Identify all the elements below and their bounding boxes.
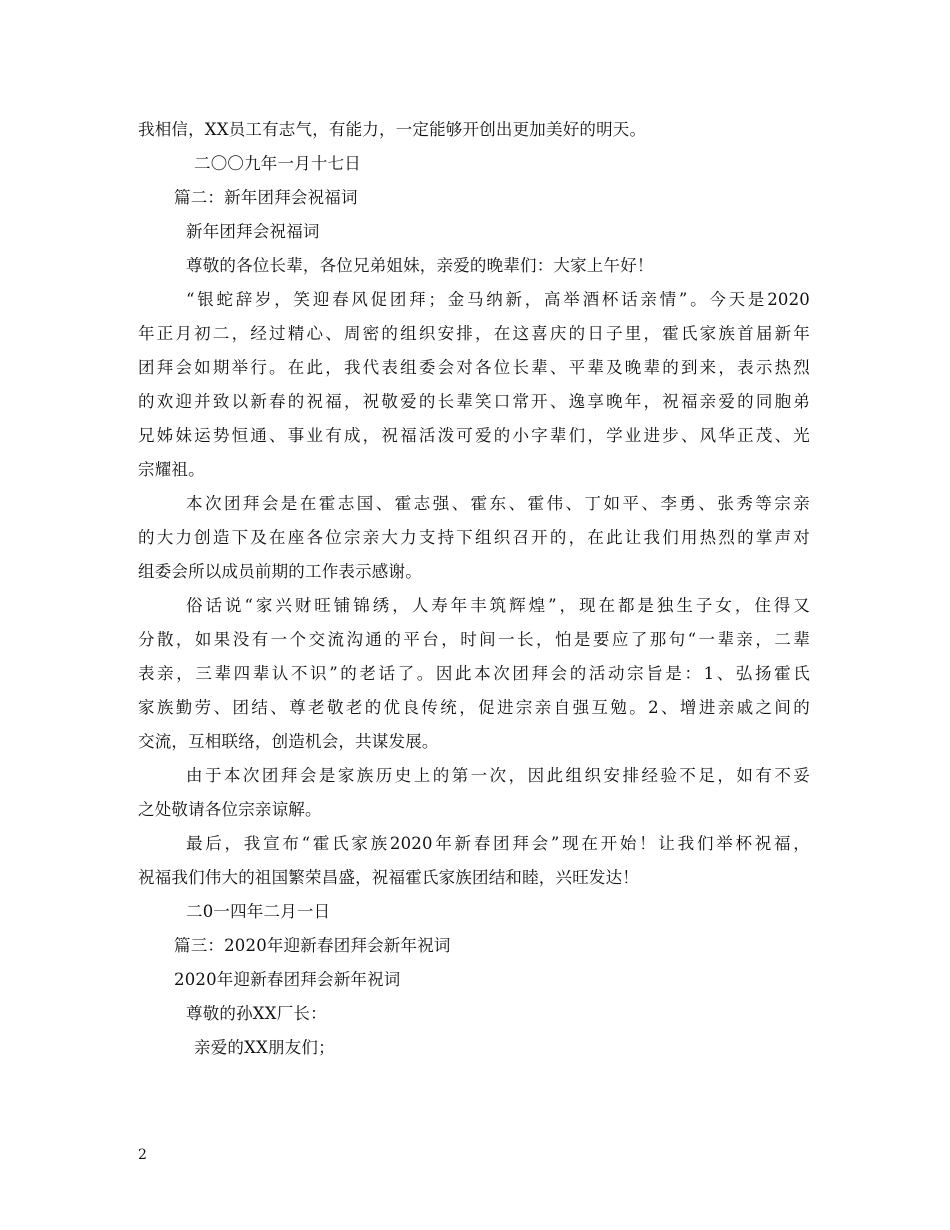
paragraph-line: “银蛇辞岁，笑迎春风促团拜；金马纳新，高举酒杯话亲情”。今天是2020 <box>186 290 810 309</box>
paragraph-line: 表亲，三辈四辈认不识”的老话了。因此本次团拜会的活动宗旨是：1、弘扬霍氏 <box>138 664 810 683</box>
paragraph-line: 团拜会如期举行。在此，我代表组委会对各位长辈、平辈及晚辈的到来，表示热烈 <box>138 358 810 377</box>
date-line: 二0一四年二月一日 <box>186 902 331 921</box>
text-line: 我相信，XX员工有志气，有能力，一定能够开创出更加美好的明天。 <box>138 120 647 139</box>
salutation-line: 尊敬的孙XX厂长： <box>186 1004 327 1023</box>
paragraph-line: 之处敬请各位宗亲谅解。 <box>138 800 322 819</box>
paragraph-line: 年正月初二，经过精心、周密的组织安排，在这喜庆的日子里，霍氏家族首届新年 <box>138 324 810 343</box>
paragraph-line: 家族勤劳、团结、尊老敬老的优良传统，促进宗亲自强互勉。2、增进亲戚之间的 <box>138 698 810 717</box>
section-title: 2020年迎新春团拜会新年祝词 <box>174 970 401 989</box>
paragraph-line: 宗耀祖。 <box>138 460 205 479</box>
date-line: 二〇〇九年一月十七日 <box>194 154 361 173</box>
paragraph-line: 分散，如果没有一个交流沟通的平台，时间一长，怕是要应了那句“一辈亲，二辈 <box>138 630 810 649</box>
section-heading: 篇三：2020年迎新春团拜会新年祝词 <box>174 936 451 955</box>
paragraph-line: 祝福我们伟大的祖国繁荣昌盛，祝福霍氏家族团结和睦，兴旺发达！ <box>138 868 639 887</box>
section-title: 新年团拜会祝福词 <box>186 222 320 241</box>
greeting-line: 尊敬的各位长辈，各位兄弟姐妹，亲爱的晚辈们：大家上午好！ <box>186 256 654 275</box>
paragraph-line: 交流，互相联络，创造机会，共谋发展。 <box>138 732 439 751</box>
section-heading: 篇二：新年团拜会祝福词 <box>174 188 358 207</box>
paragraph-line: 的大力创造下及在座各位宗亲大力支持下组织召开的，在此让我们用热烈的掌声对 <box>138 528 810 547</box>
paragraph-line: 的欢迎并致以新春的祝福，祝敬爱的长辈笑口常开、逸享晚年，祝福亲爱的同胞弟 <box>138 392 810 411</box>
paragraph-line: 组委会所以成员前期的工作表示感谢。 <box>138 562 422 581</box>
paragraph-line: 由于本次团拜会是家族历史上的第一次，因此组织安排经验不足，如有不妥 <box>186 766 810 785</box>
paragraph-line: 兄姊妹运势恒通、事业有成，祝福活泼可爱的小字辈们，学业进步、风华正茂、光 <box>138 426 810 445</box>
page-number: 2 <box>138 1147 147 1163</box>
paragraph-line: 最后，我宣布“霍氏家族2020年新春团拜会”现在开始！让我们举杯祝福， <box>186 834 810 853</box>
paragraph-line: 本次团拜会是在霍志国、霍志强、霍东、霍伟、丁如平、李勇、张秀等宗亲 <box>186 494 810 513</box>
salutation-line: 亲爱的XX朋友们； <box>194 1038 335 1057</box>
paragraph-line: 俗话说“家兴财旺铺锦绣，人寿年丰筑辉煌”，现在都是独生子女，住得又 <box>186 596 810 615</box>
